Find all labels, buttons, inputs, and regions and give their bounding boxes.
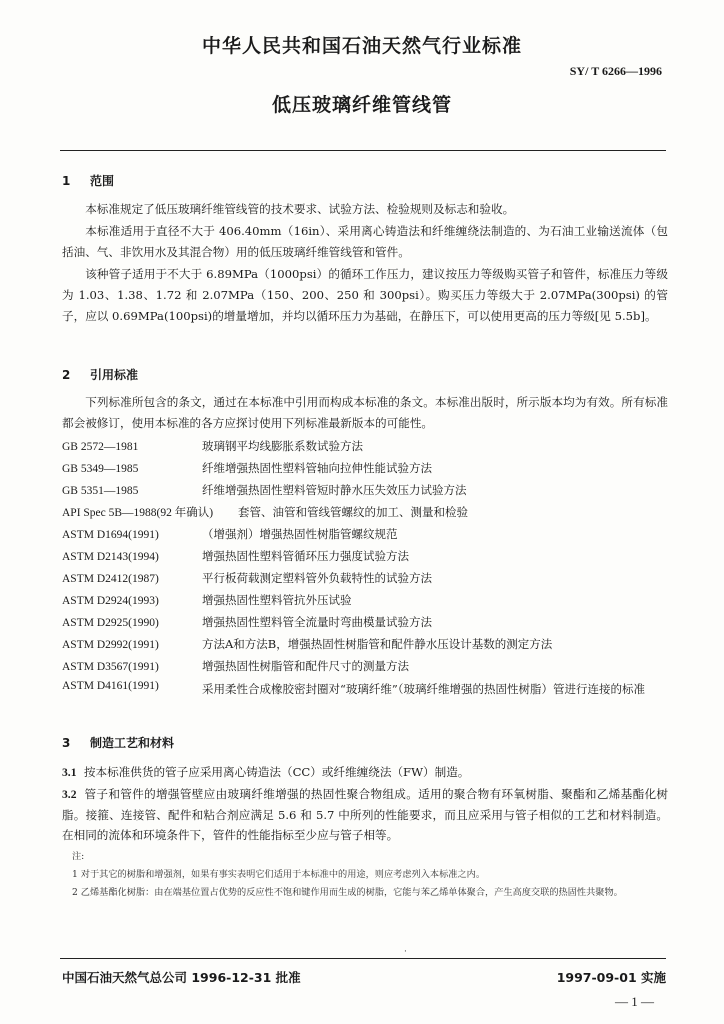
reference-item (62, 460, 432, 478)
reference-item (62, 680, 668, 720)
reference-item (62, 614, 432, 632)
reference-title: 增强热固性塑料管循环压力强度试验方法 (202, 549, 409, 563)
reference-code: ASTM D2924(1993) (62, 595, 159, 607)
reference-title: 方法A和方法B，增强热固性树脂管和配件静水压设计基数的测定方法 (202, 637, 553, 651)
clause-text: 按本标准供货的管子应采用离心铸造法（CC）或纤维缠绕法（FW）制造。 (83, 765, 470, 779)
reference-title: 增强热固性塑料管全流量时弯曲模量试验方法 (202, 615, 432, 629)
reference-item (62, 504, 468, 522)
reference-item (62, 592, 352, 610)
reference-title: 增强热固性树脂管和配件尺寸的测量方法 (202, 659, 409, 673)
scope-paragraph-2: 本标准适用于直径不大于 406.40mm（16in）、采用离心铸造法和纤维缠绕法制造的、为石油工业输送流体（包括油、气、非饮用水及其混合物）用的低压玻璃纤维管线管和管件。 (62, 224, 668, 259)
reference-item (62, 636, 552, 654)
reference-code: ASTM D2412(1987) (62, 573, 159, 585)
decorative-dot: · (404, 947, 407, 957)
note-label: 注: (72, 851, 85, 862)
section-number: 3 (62, 736, 71, 750)
reference-title: 采用柔性合成橡胶密封圈对“玻璃纤维”（玻璃纤维增强的热固性树脂）管进行连接的标准 (202, 682, 646, 696)
approval-line: 中国石油天然气总公司 1996-12-31 批准 (62, 970, 301, 985)
reference-code: GB 5351—1985 (62, 485, 139, 497)
section-title: 范围 (90, 174, 115, 188)
section-number: 2 (62, 368, 71, 382)
scope-paragraph-3: 该种管子适用于不大于 6.89MPa（1000psi）的循环工作压力，建议按压力等级购买管子和管件，标准压力等级为 1.03、1.38、1.72 和 2.07MPa（150、200、250 和 300psi）。购买压力等级大于 2.07MPa(300psi) 的管子，应以 0.69MPa(100psi)的增量增加，并均以循环压力为基础，在静压下，可以使用更高的压力等级[见 5.5b]。 (62, 267, 668, 323)
reference-code: GB 2572—1981 (62, 441, 139, 453)
clause-text: 管子和管件的增强管壁应由玻璃纤维增强的热固性聚合物组成。适用的聚合物有环氧树脂、聚酯和乙烯基酯化树脂。接箍、连接管、配件和粘合剂应满足 5.6 和 5.7 中所列的性能要求，而且应采用与管子相似的工艺和材料制造。在相同的流体和环境条件下，管件的性能指标至少应与管子相等。 (62, 787, 668, 842)
reference-code: ASTM D3567(1991) (62, 661, 159, 673)
reference-item (62, 438, 363, 456)
reference-code: ASTM D2143(1994) (62, 551, 159, 563)
issuing-body-title: 中华人民共和国石油天然气行业标准 (201, 35, 522, 57)
section-title: 制造工艺和材料 (90, 736, 175, 750)
reference-code: ASTM D1694(1991) (62, 529, 159, 541)
reference-title: 套管、油管和管线管螺纹的加工、测量和检验 (238, 505, 468, 519)
section-number: 1 (62, 174, 71, 188)
document-title: 低压玻璃纤维管线管 (271, 94, 452, 116)
reference-title: 平行板荷载测定塑料管外负载特性的试验方法 (202, 571, 432, 585)
reference-code: GB 5349—1985 (62, 463, 139, 475)
page-number: — 1 — (615, 994, 654, 1009)
clause-3-2 (62, 784, 668, 845)
reference-code: ASTM D4161(1991) (62, 680, 159, 692)
reference-code: ASTM D2992(1991) (62, 639, 159, 651)
section-title: 引用标准 (90, 368, 139, 382)
reference-item (62, 548, 409, 566)
clause-3-1 (62, 762, 668, 783)
scope-paragraph-1: 本标准规定了低压玻璃纤维管线管的技术要求、试验方法、检验规则及标志和验收。 (85, 202, 515, 216)
note-2: 2 乙烯基酯化树脂：由在端基位置占优势的反应性不饱和键作用而生成的树脂，它能与苯乙烯单体聚合，产生高度交联的热固性共聚物。 (72, 887, 623, 898)
reference-title: 纤维增强热固性塑料管轴向拉伸性能试验方法 (202, 461, 432, 475)
effective-date: 1997-09-01 实施 (556, 970, 666, 985)
reference-item (62, 570, 432, 588)
references-intro: 下列标准所包含的条文，通过在本标准中引用而构成本标准的条文。本标准出版时，所示版本均为有效。所有标准都会被修订，使用本标准的各方应探讨使用下列标准最新版本的可能性。 (62, 395, 668, 430)
reference-code: API Spec 5B—1988(92 年确认) (62, 507, 214, 519)
reference-item (62, 658, 409, 676)
section-1-heading (62, 172, 114, 189)
section-3-heading (62, 734, 174, 751)
clause-number: 3.1 (62, 766, 77, 779)
reference-title: 纤维增强热固性塑料管短时静水压失效压力试验方法 (202, 483, 467, 497)
note-1: 1 对于其它的树脂和增强剂，如果有事实表明它们适用于本标准中的用途，则应考虑列入本标准之内。 (72, 869, 486, 880)
title-divider (60, 150, 666, 151)
reference-item (62, 526, 398, 544)
reference-code: ASTM D2925(1990) (62, 617, 159, 629)
footer-divider (60, 958, 666, 959)
reference-title: 增强热固性塑料管抗外压试验 (202, 593, 352, 607)
standard-code: SY/ T 6266—1996 (569, 64, 662, 78)
reference-title: （增强剂）增强热固性树脂管螺纹规范 (202, 527, 398, 541)
reference-title: 玻璃钢平均线膨胀系数试验方法 (202, 439, 363, 453)
section-2-heading (62, 366, 138, 383)
clause-number: 3.2 (62, 788, 77, 801)
reference-item (62, 482, 467, 500)
